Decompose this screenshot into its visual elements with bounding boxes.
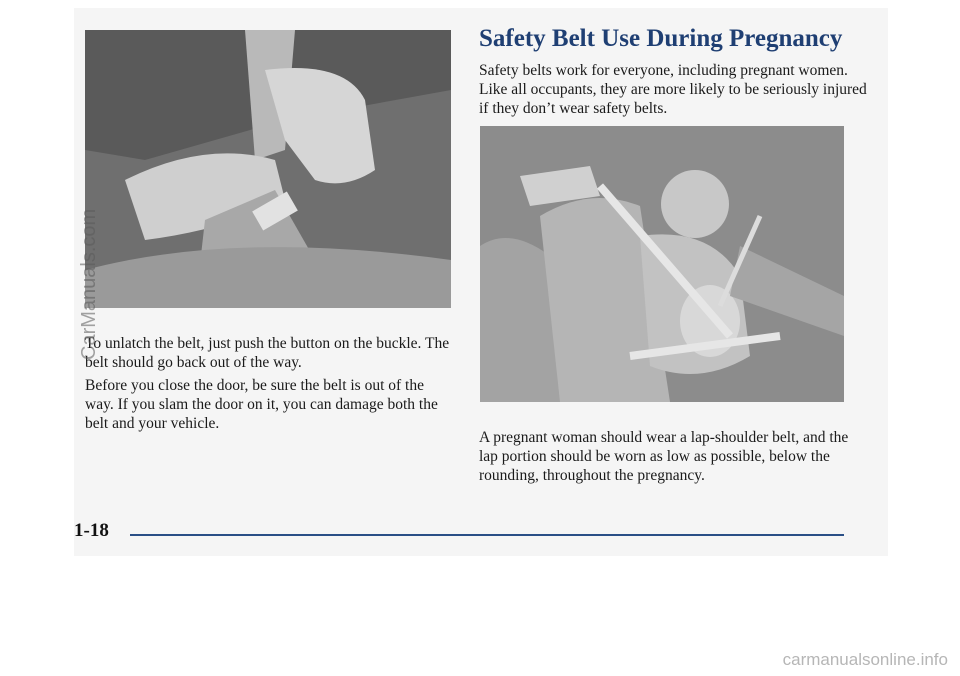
footer-rule [130, 534, 844, 536]
section-heading: Safety Belt Use During Pregnancy [479, 25, 843, 52]
buckle-illustration [85, 30, 451, 308]
watermark-bottom: carmanualsonline.info [782, 650, 948, 669]
door-paragraph: Before you close the door, be sure the belt is out of the way. If you slam the door on it, you can damage both the belt and your vehicle. [85, 377, 438, 432]
buckle-drawing [85, 30, 451, 308]
intro-paragraph: Safety belts work for everyone, including pregnant women. Like all occupants, they are more likely to be seriously injured if they don’t wear safety belts. [479, 62, 867, 117]
pregnancy-belt-illustration [480, 126, 844, 402]
manual-page [74, 8, 888, 556]
watermark-left: CarManuals.com [78, 208, 100, 360]
unlatch-paragraph: To unlatch the belt, just push the button on the buckle. The belt should go back out of the way. [85, 335, 450, 371]
page-number: 1-18 [74, 520, 109, 541]
pregnancy-drawing [480, 126, 844, 402]
caption-paragraph: A pregnant woman should wear a lap-shoulder belt, and the lap portion should be worn as low as possible, below the rounding, throughout the pregnancy. [479, 429, 849, 484]
